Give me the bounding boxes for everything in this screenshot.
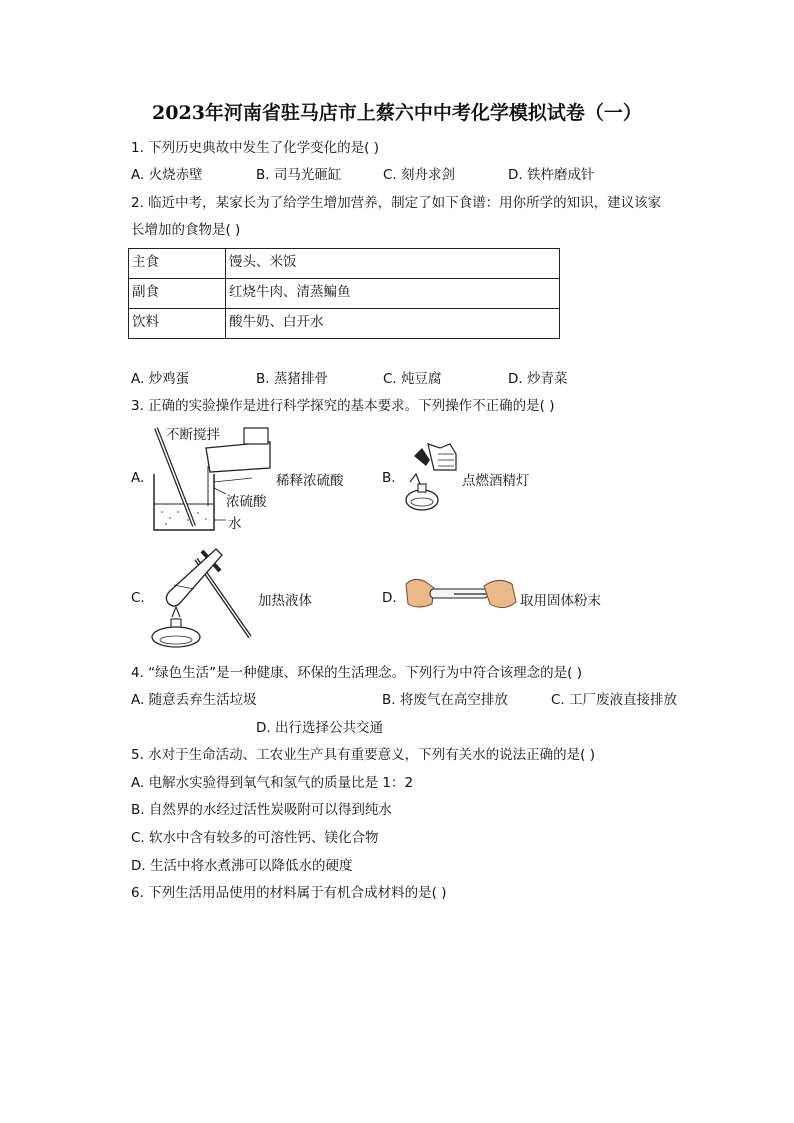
q3-option-c-name: 加热液体 <box>258 593 312 609</box>
alcohol-lamp-lighting-figure <box>400 440 460 518</box>
page-title: 2023年河南省驻马店市上蔡六中中考化学模拟试卷（一） <box>152 102 642 124</box>
question-2-stem-line1: 2. 临近中考，某家长为了给学生增加营养，制定了如下食谱：用你所学的知识，建议该家 <box>131 195 662 211</box>
q4-option-c: C. 工厂废液直接排放 <box>551 692 678 708</box>
q3-option-b-letter: B. <box>382 470 396 486</box>
table-cell: 主食 <box>129 249 226 279</box>
q5-option-c: C. 软水中含有较多的可溶性钙、镁化合物 <box>131 830 379 846</box>
question-2-stem-line2: 长增加的食物是( ) <box>131 222 241 238</box>
q1-option-d: D. 铁杵磨成针 <box>508 167 595 183</box>
acid-label: 浓硫酸 <box>226 494 267 510</box>
question-3-stem: 3. 正确的实验操作是进行科学探究的基本要求。下列操作不正确的是( ) <box>131 398 555 414</box>
q1-option-a: A. 火烧赤壁 <box>131 167 203 183</box>
stir-label: 不断搅拌 <box>166 427 220 443</box>
q4-option-b: B. 将废气在高空排放 <box>382 692 508 708</box>
q3-option-c-letter: C. <box>131 590 145 606</box>
q4-option-a: A. 随意丢弃生活垃圾 <box>131 692 257 708</box>
q5-option-a: A. 电解水实验得到氧气和氢气的质量比是 1：2 <box>131 775 414 791</box>
table-cell: 酸牛奶、白开水 <box>226 309 560 339</box>
q3-option-d-name: 取用固体粉末 <box>520 593 601 609</box>
table-row <box>129 249 560 279</box>
table-cell: 红烧牛肉、清蒸鳊鱼 <box>226 279 560 309</box>
question-5-stem: 5. 水对于生命活动、工农业生产具有重要意义，下列有关水的说法正确的是( ) <box>131 747 595 763</box>
water-label: 水 <box>228 516 242 532</box>
q2-option-a: A. 炒鸡蛋 <box>131 371 190 387</box>
q4-option-d: D. 出行选择公共交通 <box>256 720 383 736</box>
q1-option-c: C. 刻舟求剑 <box>383 167 456 183</box>
table-cell: 饮料 <box>129 309 226 339</box>
q5-option-d: D. 生活中将水煮沸可以降低水的硬度 <box>131 858 353 874</box>
q2-option-c: C. 炖豆腐 <box>383 371 442 387</box>
solid-powder-figure <box>404 574 518 616</box>
q2-option-d: D. 炒青菜 <box>508 371 568 387</box>
q1-option-b: B. 司马光砸缸 <box>256 167 342 183</box>
q3-option-b-name: 点燃酒精灯 <box>462 473 530 489</box>
table-row <box>129 309 560 339</box>
heating-liquid-figure <box>146 545 258 653</box>
table-row <box>129 279 560 309</box>
q2-option-b: B. 蒸猪排骨 <box>256 371 328 387</box>
question-6-stem: 6. 下列生活用品使用的材料属于有机合成材料的是( ) <box>131 885 447 901</box>
table-cell: 馒头、米饭 <box>226 249 560 279</box>
q3-option-d-letter: D. <box>382 590 397 606</box>
q5-option-b: B. 自然界的水经过活性炭吸附可以得到纯水 <box>131 802 392 818</box>
question-1-stem: 1. 下列历史典故中发生了化学变化的是( ) <box>131 140 379 156</box>
q3-option-a-letter: A. <box>131 470 145 486</box>
question-4-stem: 4. “绿色生活”是一种健康、环保的生活理念。下列行为中符合该理念的是( ) <box>131 665 582 681</box>
table-cell: 副食 <box>129 279 226 309</box>
q3-option-a-name: 稀释浓硫酸 <box>276 473 344 489</box>
diet-table <box>128 248 560 339</box>
